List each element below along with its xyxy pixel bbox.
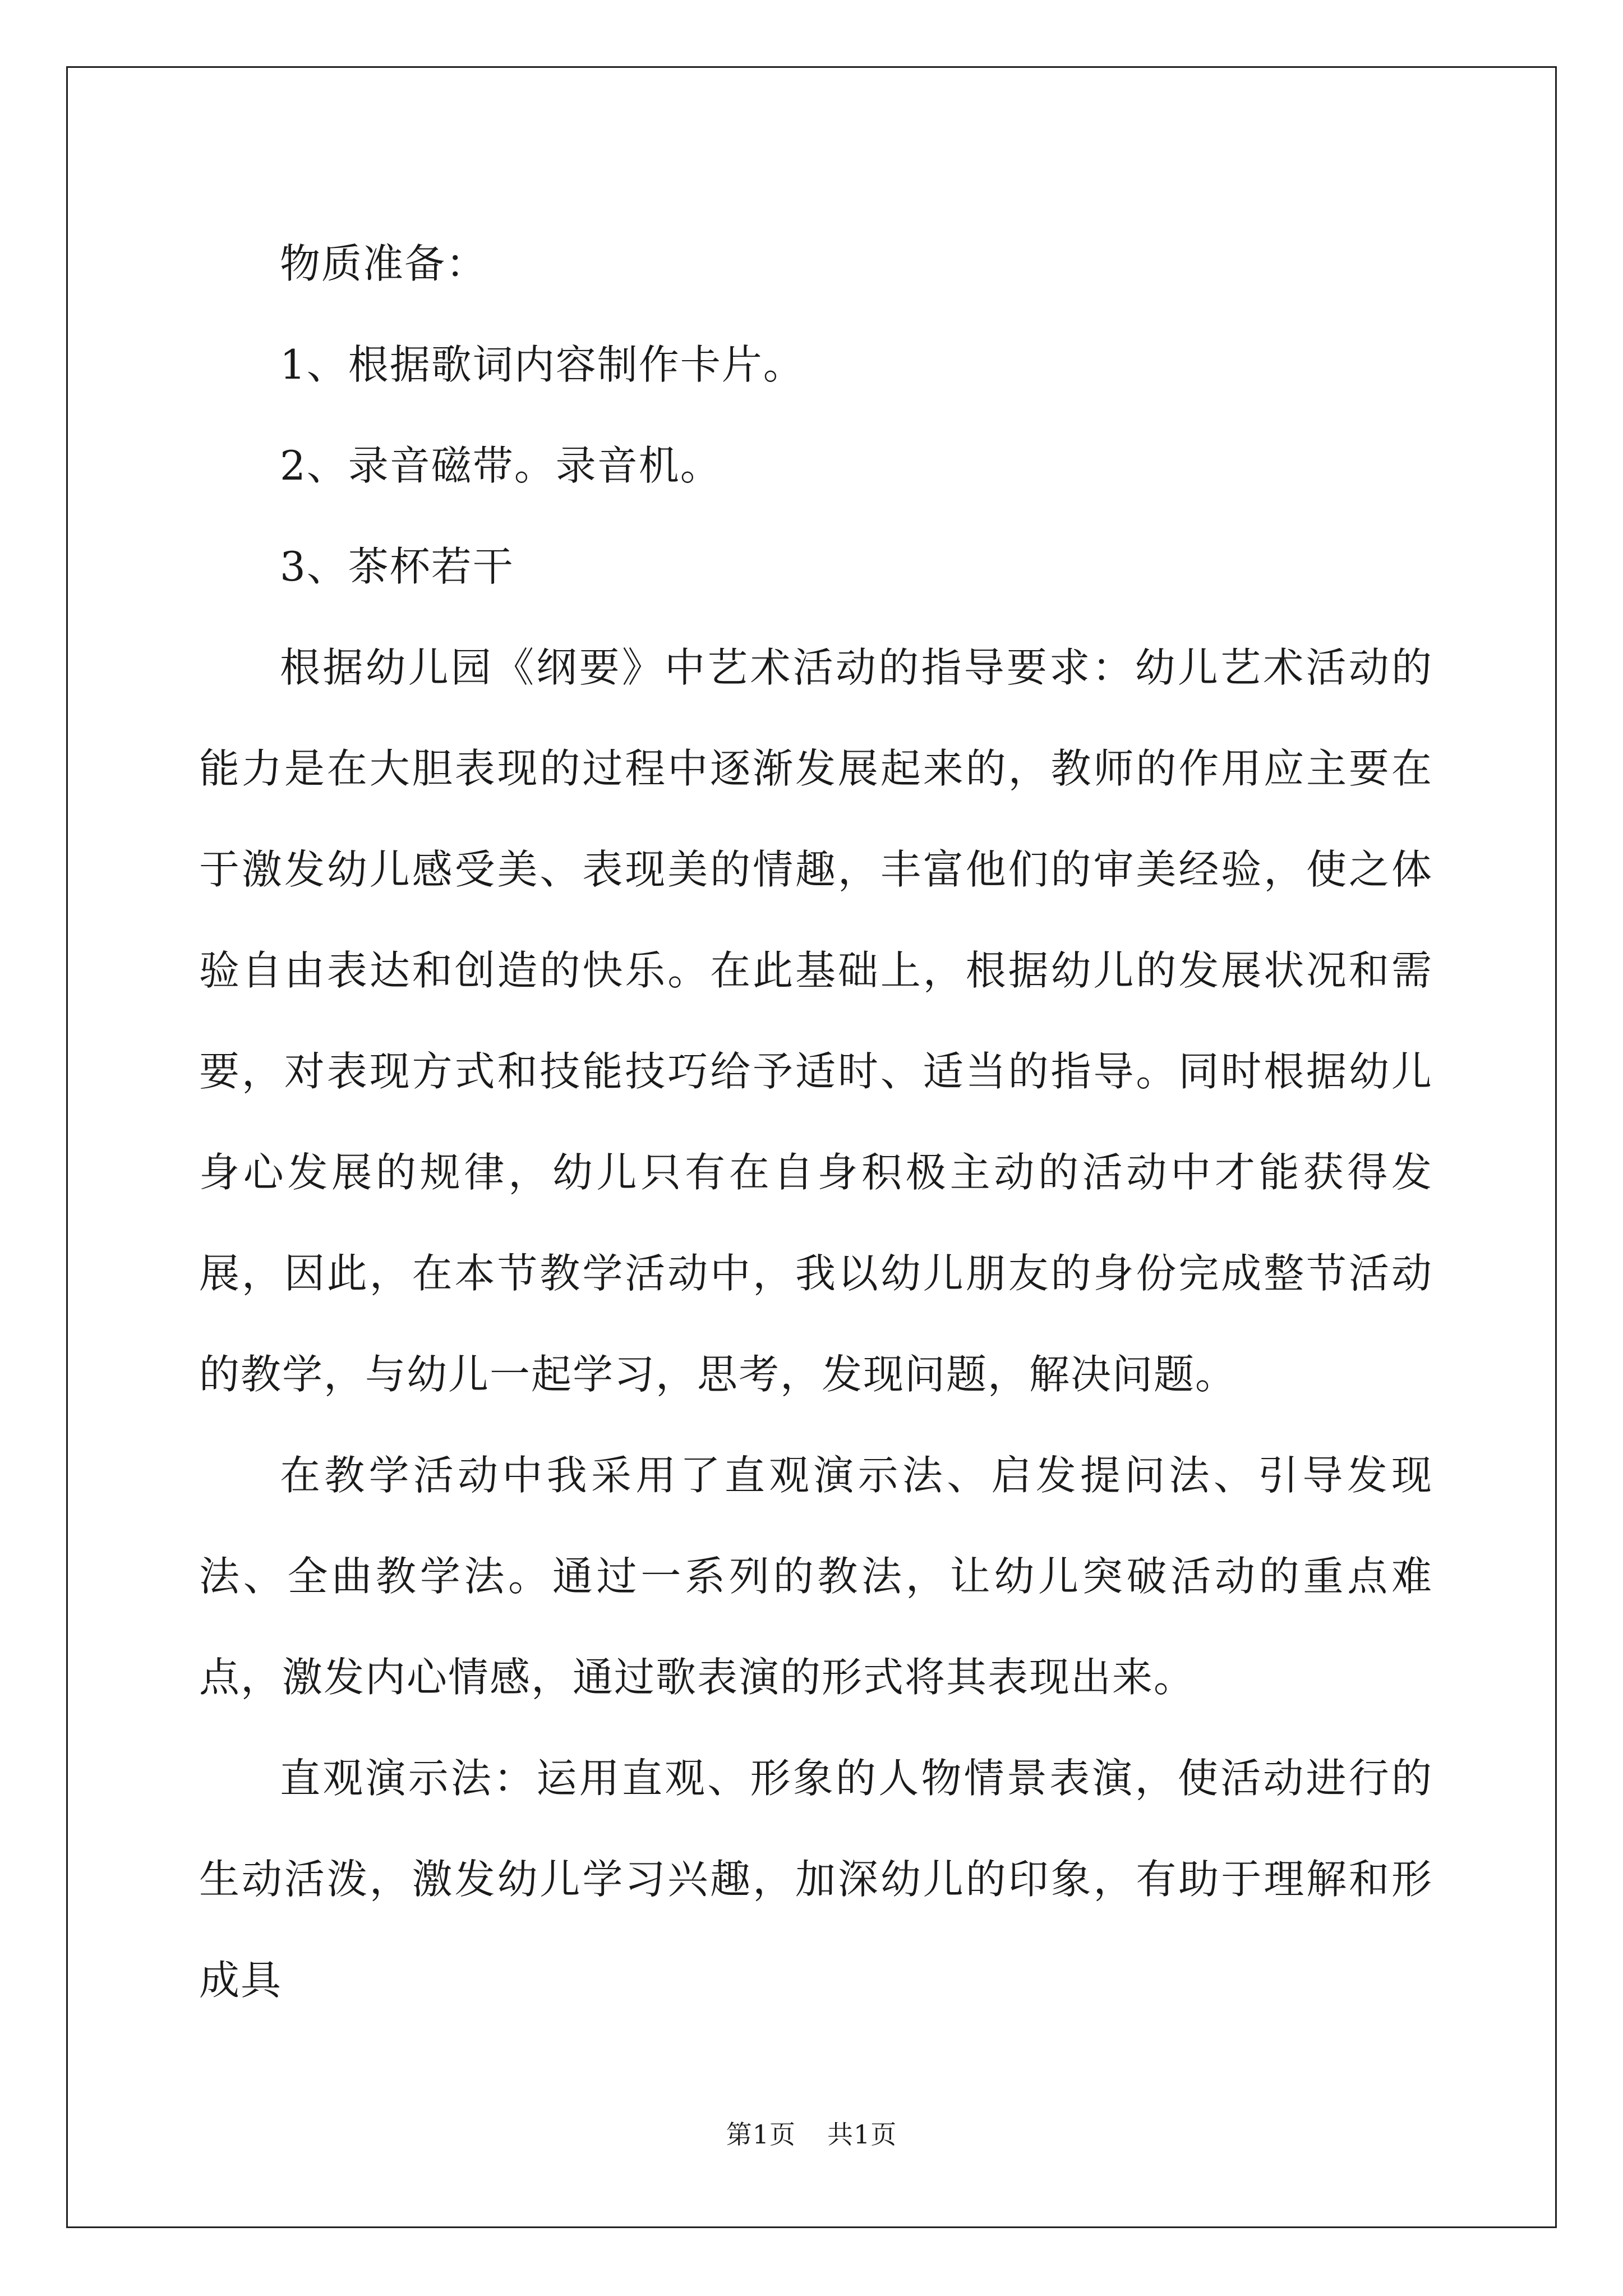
paragraph-materials-heading: 物质准备： xyxy=(280,240,488,287)
page-number-total: 共1页 xyxy=(827,2119,897,2150)
paragraph-material-1: 1、根据歌词内容制作卡片。 xyxy=(280,341,805,388)
page-footer xyxy=(0,2118,1623,2151)
paragraph-material-3: 3、茶杯若干 xyxy=(280,543,514,590)
paragraph-guidelines: 根据幼儿园《纲要》中艺术活动的指导要求：幼儿艺术活动的能力是在大胆表现的过程中逐渐发展起来的，教师的作用应主要在于激发幼儿感受美、表现美的情趣，丰富他们的审美经验，使之体验自由表达和创造的快乐。在此基础上，根据幼儿的发展状况和需要，对表现方式和技能技巧给予适时、适当的指导。同时根据幼儿身心发展的规律，幼儿只有在自身积极主动的活动中才能获得发展，因此，在本节教学活动中，我以幼儿朋友的身份完成整节活动的教学，与幼儿一起学习，思考，发现问题，解决问题。 xyxy=(199,644,1433,1398)
paragraph-teaching-methods: 在教学活动中我采用了直观演示法、启发提问法、引导发现法、全曲教学法。通过一系列的教法，让幼儿突破活动的重点难点，激发内心情感，通过歌表演的形式将其表现出来。 xyxy=(199,1452,1433,1701)
paragraph-demonstration-method: 直观演示法：运用直观、形象的人物情景表演，使活动进行的生动活泼，激发幼儿学习兴趣，加深幼儿的印象，有助于理解和形成具 xyxy=(199,1755,1433,2004)
paragraph-material-2: 2、录音磁带。录音机。 xyxy=(280,442,722,489)
document-body xyxy=(199,213,1433,2031)
page-number-current: 第1页 xyxy=(726,2119,796,2150)
